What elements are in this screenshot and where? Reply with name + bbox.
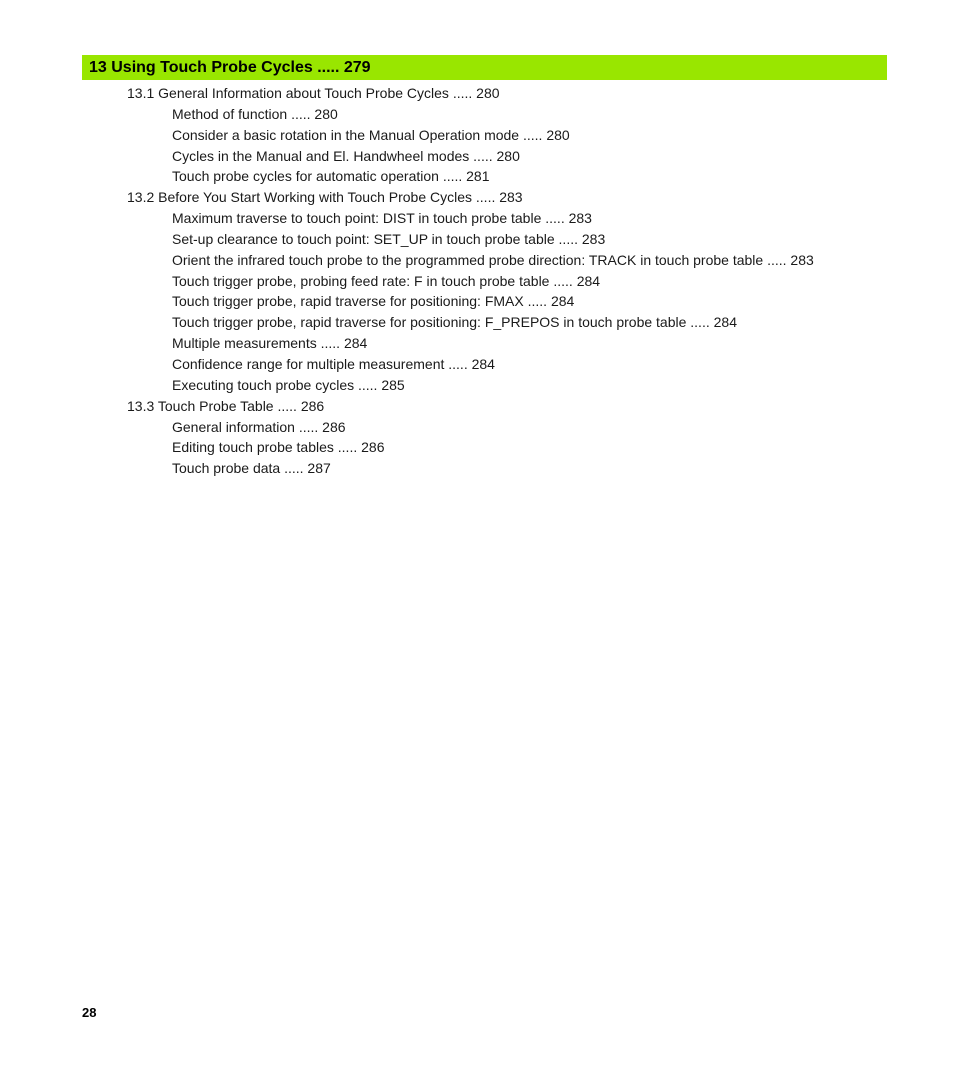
toc-subsection-entry[interactable]: Touch trigger probe, probing feed rate: F in touch probe table ..... 284 [172,272,601,289]
toc-subsection-entry[interactable]: Executing touch probe cycles ..... 285 [172,376,405,393]
toc-section-entry[interactable]: 13.1 General Information about Touch Probe Cycles ..... 280 [127,85,500,101]
toc-subsection-entry[interactable]: Set-up clearance to touch point: SET_UP in touch probe table ..... 283 [172,230,606,247]
toc-subsection-entry[interactable]: Touch trigger probe, rapid traverse for positioning: F_PREPOS in touch probe table ..... 284 [172,314,737,331]
toc-section-entry[interactable]: 13.2 Before You Start Working with Touch Probe Cycles ..... 283 [127,189,523,206]
toc-subsection-entry[interactable]: Confidence range for multiple measurement ..... 284 [172,355,495,372]
toc-subsection-entry[interactable]: Maximum traverse to touch point: DIST in touch probe table ..... 283 [172,210,592,227]
toc-subsection-entry[interactable]: Consider a basic rotation in the Manual Operation mode ..... 280 [172,126,570,143]
toc-subsection-entry[interactable]: Touch probe data ..... 287 [172,460,331,477]
toc-subsection-entry[interactable]: Touch probe cycles for automatic operation ..... 281 [172,168,490,185]
toc-section-entry[interactable]: 13.3 Touch Probe Table ..... 286 [127,397,325,414]
toc-subsection-entry[interactable]: Method of function ..... 280 [172,105,338,122]
toc-subsection-entry[interactable]: Editing touch probe tables ..... 286 [172,439,385,456]
table-of-contents [0,83,954,479]
toc-subsection-entry[interactable]: Orient the infrared touch probe to the programmed probe direction: TRACK in touch probe table ..... 283 [172,251,814,268]
toc-subsection-entry[interactable]: Cycles in the Manual and El. Handwheel modes ..... 280 [172,147,520,164]
toc-subsection-entry[interactable]: Multiple measurements ..... 284 [172,335,368,352]
chapter-title[interactable]: 13 Using Touch Probe Cycles ..... 279 [89,58,371,76]
page-number: 28 [82,1005,97,1020]
chapter-heading-bar [82,55,887,80]
toc-subsection-entry[interactable]: General information ..... 286 [172,418,346,435]
toc-subsection-entry[interactable]: Touch trigger probe, rapid traverse for positioning: FMAX ..... 284 [172,293,575,310]
